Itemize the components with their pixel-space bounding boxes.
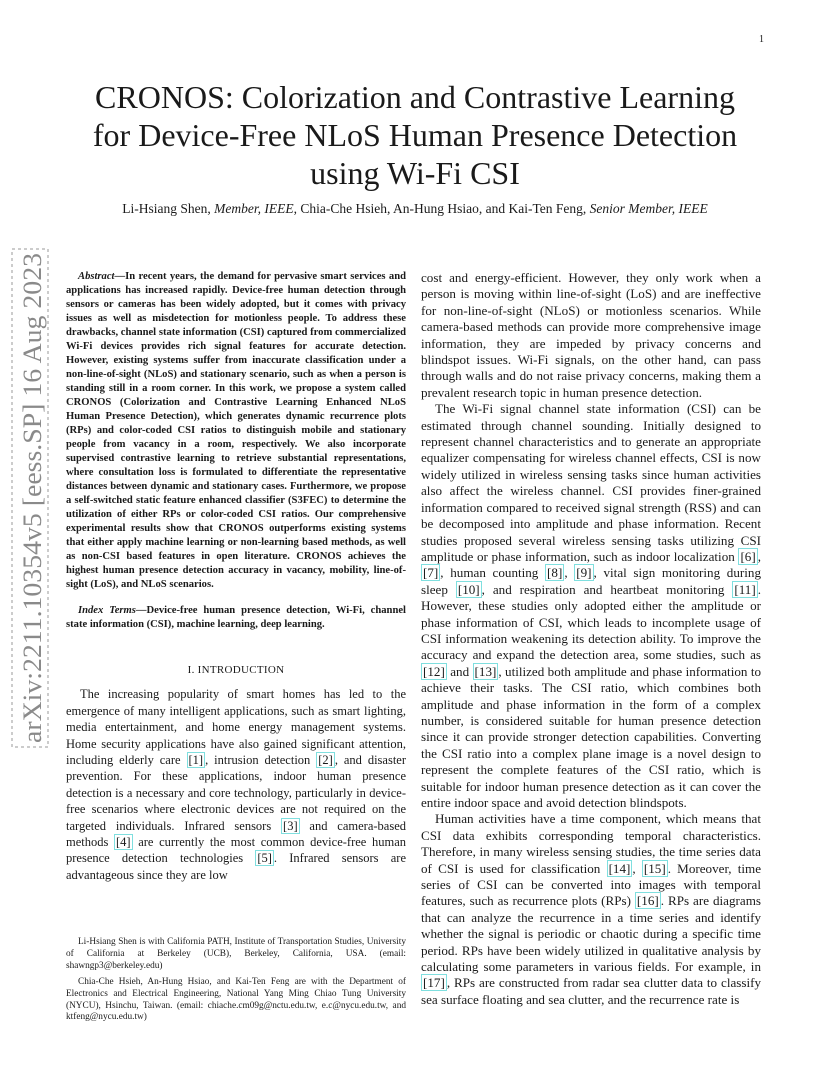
citation-link[interactable]: [15] xyxy=(643,860,666,876)
text-run: , and respiration and heartbeat monitoring xyxy=(481,581,733,597)
abstract-label: Abstract xyxy=(78,271,115,282)
text-run: , human counting xyxy=(440,565,546,581)
right-paragraph-3 xyxy=(421,811,761,1008)
citation-link[interactable]: [10] xyxy=(457,581,480,597)
index-terms xyxy=(66,604,406,632)
abstract xyxy=(66,270,406,592)
citation-link[interactable]: [1] xyxy=(188,753,204,768)
text-run: are currently the most common device-free human presence detection technologies xyxy=(66,835,406,866)
text-run: and camera-based methods xyxy=(66,818,406,850)
paper-title xyxy=(60,78,770,192)
abstract-text: —In recent years, the demand for pervasive smart services and applications has increased rapidly. Device-free human detection through sensors or cameras has been widely adopted, but it comes with privacy issues as well as misdetection for motionless people. To address these drawbacks, channel state information (CSI) captured from commercialized Wi-Fi devices provides rich signal features for accurate detection. However, existing systems suffer from inaccurate classification under a non-line-of-sight (NLoS) and stationary scenario, such as when a person is standing still in a room corner. In this work, we propose a system called CRONOS (Colorization and Contrastive Learning Enhanced NLoS Human Presence Detection), which generates dynamic recurrence plots (RPs) and color-coded CSI ratios to distinguish mobile and stationary people from vacancy in a room, respectively. We also incorporate supervised contrastive learning to retrieve substantial representations, where consultation loss is formulated to differentiate the representative distances between dynamic and stationary cases. Furthermore, we propose a self-switched static feature enhanced classifier (S3FEC) to determine the utilization of either RPs or color-coded CSI ratios. Our comprehensive experimental results show that CRONOS outperforms existing systems that either apply machine learning or non-learning based methods, as well as non-CSI based features in open literature. CRONOS achieves the highest human presence detection accuracy in vacancy, mobility, line-of-sight (LoS), and NLoS scenarios. xyxy=(66,271,406,590)
text-run: Human activities have a time component, which means that CSI data exhibits corresponding temporal characteristics. Therefore, in many wireless sensing studies, the time series data of CSI is used for classification xyxy=(421,811,761,876)
index-terms-text: —Device-free human presence detection, Wi-Fi, channel state information (CSI), machine learning, deep learning. xyxy=(66,605,406,630)
text-run: The Wi-Fi signal channel state information (CSI) can be estimated through channel sounding. Initially designed to represent channel characteristics and to generate an appropriate equalizer compensating for wireless channel effects, CSI is now widely utilized in wireless sensing tasks since human activities also affect the wireless channel. CSI provides finer-grained information compared to received signal strength (RSS) and can be decomposed into amplitude and phase information. Recent studies proposed several wireless sensing tasks utilizing CSI amplitude or phase information, such as indoor localization xyxy=(421,401,761,564)
text-run: and xyxy=(446,663,473,679)
index-terms-label: Index Terms xyxy=(78,605,136,616)
section-heading-introduction: I. INTRODUCTION xyxy=(187,664,285,676)
title-line-2: for Device-Free NLoS Human Presence Detection xyxy=(92,117,738,153)
author-1: Li-Hsiang Shen, xyxy=(122,201,211,216)
footnote-2: Chia-Che Hsieh, An-Hung Hsiao, and Kai-Ten Feng are with the Department of Electronics and Electrical Engineering, National Yang Ming Chiao Tung University (NYCU), Hsinchu, Taiwan. (email: chiache.cm09g@nctu.edu.tw, e.c@nycu.edu.tw, and ktfeng@nycu.edu.tw) xyxy=(66,976,406,1023)
citation-link[interactable]: [13] xyxy=(474,663,497,679)
page-number: 1 xyxy=(759,34,764,45)
author-4-role: Senior Member, IEEE xyxy=(589,201,708,216)
left-column xyxy=(66,270,406,883)
right-paragraph-2 xyxy=(421,401,761,811)
author-1-role: Member, IEEE xyxy=(214,201,294,216)
arxiv-stamp-text: arXiv:2211.10354v5 [eess.SP] 16 Aug 2023 xyxy=(18,284,47,743)
citation-link[interactable]: [9] xyxy=(576,565,592,581)
text-run: , RPs are constructed from radar sea clutter data to classify sea surface floating and sea clutter, and the recurrence rate is xyxy=(421,975,761,1007)
text-run: , xyxy=(632,860,642,876)
title-line-3: using Wi-Fi CSI xyxy=(310,155,520,191)
citation-link[interactable]: [12] xyxy=(423,663,445,679)
right-column xyxy=(421,270,761,1008)
text-run: , vital sign monitoring during sleep xyxy=(421,565,761,597)
text-run: . Moreover, time series of CSI can be converted into images with temporal features, such as recurrence plots (RPs) xyxy=(421,860,762,909)
citation-link[interactable]: [4] xyxy=(116,835,131,850)
arxiv-stamp xyxy=(10,248,50,748)
citation-link[interactable]: [11] xyxy=(734,581,756,597)
text-run: , utilized both amplitude and phase information to achieve their tasks. The CSI ratio, which combines both amplitude and phase information in the form of a complex number, is considered suitable for human presence detection since it can provide stronger detection capabilities. Converting the CSI ratio into a complex plane image is a novel design to represent the complete features of the CSI ratio, which is suitable for indoor human presence detection as it can cover the entire indoor space and avoid detection blindspots. xyxy=(421,663,762,810)
author-list xyxy=(60,200,770,218)
text-run: , xyxy=(757,548,761,564)
text-run: , and disaster prevention. For these applications, indoor human presence detection is a necessary and core technology, particularly in device-free scenarios where electronic devices are not required on the targeted individuals. Infrared sensors xyxy=(66,753,407,833)
citation-link[interactable]: [3] xyxy=(283,818,298,833)
footnote-1: Li-Hsiang Shen is with California PATH, Institute of Transportation Studies, University of California at Berkeley (UCB), Berkeley, California, USA. (email: shawngp3@berkeley.edu) xyxy=(66,937,406,971)
text-run: . However, these studies only adopted either the amplitude or phase information of CSI, which leads to incomplete usage of CSI information weakening its detection ability. To improve the accuracy and expand the detection area, some studies, such as xyxy=(421,581,761,663)
citation-link[interactable]: [8] xyxy=(547,565,563,581)
author-footnotes xyxy=(66,937,406,1028)
text-run: , xyxy=(564,565,575,581)
citation-link[interactable]: [16] xyxy=(636,893,659,909)
authors-middle: , Chia-Che Hsieh, An-Hung Hsiao, and Kai-Ten Feng, xyxy=(293,201,587,216)
title-line-1: CRONOS: Colorization and Contrastive Learning xyxy=(95,79,735,115)
text-run: , intrusion detection xyxy=(205,753,317,768)
text-run: The increasing popularity of smart homes has led to the emergence of many intelligent applications, such as smart lighting, media entertainment, and home energy management systems. Home security applications have also gained significant attention, including elderly care xyxy=(66,687,406,768)
citation-link[interactable]: [17] xyxy=(423,975,445,991)
citation-link[interactable]: [2] xyxy=(318,753,333,768)
citation-link[interactable]: [14] xyxy=(608,860,631,876)
citation-link[interactable]: [5] xyxy=(257,851,272,866)
text-run: . RPs are diagrams that can analyze the recurrence in a time series and identify whether the signal is periodic or chaotic during a specific time period. RPs have been widely utilized in qualitative analysis by calculating some parameters in various fields. For example, in xyxy=(421,893,761,975)
text-run: . Infrared sensors are advantageous since they are low xyxy=(66,851,406,882)
right-paragraph-1: cost and energy-efficient. However, they only work when a person is moving within line-of-sight (LoS) and are ineffective for non-line-of-sight (NLoS) or motionless scenarios. While camera-based methods can provide more comprehensive image information, they are impeded by privacy concerns and blindspot issues. Wi-Fi signals, on the other hand, can pass through walls and do not raise privacy concerns, making them a prevalent research topic in human presence detection. xyxy=(421,270,761,400)
citation-link[interactable]: [6] xyxy=(740,548,756,564)
intro-paragraph-1 xyxy=(66,686,406,883)
citation-link[interactable]: [7] xyxy=(423,565,439,581)
